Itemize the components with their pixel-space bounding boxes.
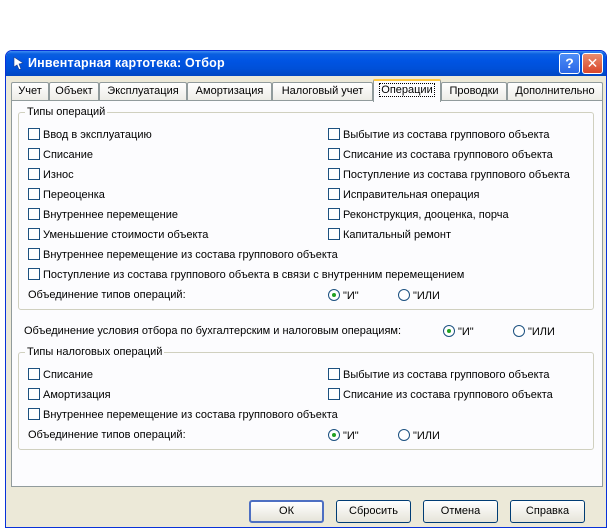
tab-ekspluatatsiya[interactable]: Эксплуатация [99, 82, 187, 101]
checkbox-box[interactable] [28, 148, 40, 160]
checkbox-box[interactable] [28, 408, 40, 420]
close-icon[interactable]: ✕ [582, 53, 603, 74]
operations-tab-panel [11, 100, 603, 487]
operations-radio-or[interactable]: "ИЛИ [398, 289, 440, 303]
checkbox-op-writeoff-group[interactable]: Списание из состава группового объекта [328, 148, 553, 162]
operations-group-legend: Типы операций [27, 106, 106, 118]
checkbox-op-receipt-group[interactable]: Поступление из состава группового объекта [328, 168, 570, 182]
checkbox-op-capital-repair[interactable]: Капитальный ремонт [328, 228, 451, 242]
radio-dot[interactable] [398, 289, 410, 301]
checkbox-box[interactable] [28, 268, 40, 280]
tax-radio-or[interactable]: "ИЛИ [398, 429, 440, 443]
window-title: Инвентарная картотека: Отбор [28, 56, 225, 70]
checkbox-box[interactable] [28, 188, 40, 200]
checkbox-box[interactable] [28, 128, 40, 140]
tab-amortizatsiya[interactable]: Амортизация [187, 82, 272, 101]
checkbox-box[interactable] [28, 228, 40, 240]
tab-dopolnitelno[interactable]: Дополнительно [507, 82, 603, 101]
checkbox-tax-writeoff-group[interactable]: Списание из состава группового объекта [328, 388, 553, 402]
checkbox-op-internal-transfer-group[interactable]: Внутреннее перемещение из состава группового объекта [28, 248, 338, 262]
checkbox-box[interactable] [28, 208, 40, 220]
checkbox-box[interactable] [28, 388, 40, 400]
checkbox-tax-internal-transfer-group[interactable]: Внутреннее перемещение из состава группового объекта [28, 408, 338, 422]
checkbox-op-receipt-group-transfer[interactable]: Поступление из состава группового объекта в связи с внутренним перемещением [28, 268, 464, 282]
checkbox-op-wear[interactable]: Износ [28, 168, 74, 182]
help-button[interactable]: Справка [510, 500, 585, 523]
checkbox-box[interactable] [28, 168, 40, 180]
operations-radio-and[interactable]: "И" [328, 289, 359, 303]
tax-operations-group [18, 346, 594, 450]
ok-button[interactable]: ОК [249, 500, 324, 523]
checkbox-box[interactable] [328, 208, 340, 220]
tax-operations-group-legend: Типы налоговых операций [27, 346, 163, 358]
combined-radio-and[interactable]: "И" [443, 325, 474, 339]
radio-dot[interactable] [328, 289, 340, 301]
checkbox-op-value-decrease[interactable]: Уменьшение стоимости объекта [28, 228, 208, 242]
checkbox-box[interactable] [328, 128, 340, 140]
checkbox-tax-depreciation[interactable]: Амортизация [28, 388, 111, 402]
checkbox-op-disposal-group[interactable]: Выбытие из состава группового объекта [328, 128, 550, 142]
checkbox-op-revaluation[interactable]: Переоценка [28, 188, 105, 202]
operations-group [18, 106, 594, 310]
radio-dot[interactable] [513, 325, 525, 337]
combined-radio-or[interactable]: "ИЛИ [513, 325, 555, 339]
help-icon[interactable]: ? [559, 53, 580, 74]
checkbox-op-reconstruction[interactable]: Реконструкция, дооценка, порча [328, 208, 509, 222]
checkbox-tax-writeoff[interactable]: Списание [28, 368, 93, 382]
checkbox-box[interactable] [328, 168, 340, 180]
checkbox-box[interactable] [328, 368, 340, 380]
checkbox-tax-disposal-group[interactable]: Выбытие из состава группового объекта [328, 368, 550, 382]
tab-obekt[interactable]: Объект [49, 82, 99, 101]
checkbox-box[interactable] [328, 388, 340, 400]
cancel-button[interactable]: Отмена [423, 500, 498, 523]
operations-union-label: Объединение типов операций: [28, 289, 186, 301]
checkbox-op-correction[interactable]: Исправительная операция [328, 188, 479, 202]
filter-dialog [5, 50, 607, 528]
checkbox-box[interactable] [328, 228, 340, 240]
title-bar[interactable] [6, 51, 606, 76]
checkbox-op-internal-transfer[interactable]: Внутреннее перемещение [28, 208, 178, 222]
tab-provodki[interactable]: Проводки [441, 82, 507, 101]
radio-dot[interactable] [398, 429, 410, 441]
tab-operatsii[interactable]: Операции [373, 79, 441, 102]
checkbox-op-commissioning[interactable]: Ввод в эксплуатацию [28, 128, 152, 142]
checkbox-box[interactable] [328, 148, 340, 160]
app-icon [13, 56, 25, 70]
checkbox-box[interactable] [28, 248, 40, 260]
radio-dot[interactable] [328, 429, 340, 441]
tab-strip [11, 79, 603, 101]
tab-nalogovy-uchet[interactable]: Налоговый учет [272, 82, 373, 101]
checkbox-box[interactable] [328, 188, 340, 200]
tax-union-label: Объединение типов операций: [28, 429, 186, 441]
tax-radio-and[interactable]: "И" [328, 429, 359, 443]
combined-union-label: Объединение условия отбора по бухгалтерским и налоговым операциям: [24, 325, 402, 337]
checkbox-box[interactable] [28, 368, 40, 380]
tab-uchet[interactable]: Учет [11, 82, 49, 101]
radio-dot[interactable] [443, 325, 455, 337]
reset-button[interactable]: Сбросить [336, 500, 411, 523]
checkbox-op-writeoff[interactable]: Списание [28, 148, 93, 162]
